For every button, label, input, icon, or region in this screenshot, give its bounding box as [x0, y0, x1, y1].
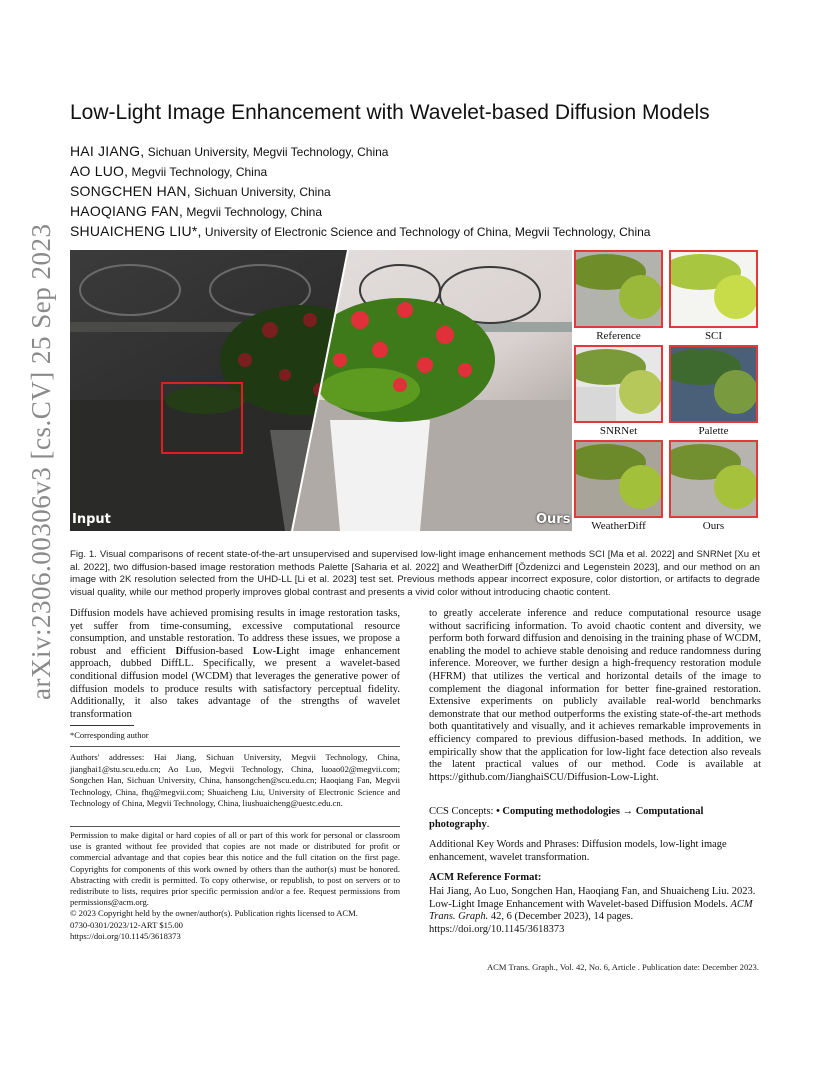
crop-image — [669, 440, 758, 518]
copyright-line: © 2023 Copyright held by the owner/author(s). Publication rights licensed to ACM. — [70, 908, 358, 919]
divider — [70, 826, 400, 827]
main-comparison-image — [70, 250, 572, 531]
reference-format-text: Hai Jiang, Ao Luo, Songchen Han, Haoqiang Fan, and Shuaicheng Liu. 2023. Low-Light Image Enhancement with Wavelet-based Diffusion Models. ACM Trans. Graph. 42, 6 (December 2023), 14 pages. https://doi.org/10.1145/3618373 — [429, 886, 756, 935]
author-name: SONGCHEN HAN, — [70, 183, 191, 199]
author-list — [70, 142, 770, 242]
input-label: Input — [72, 512, 111, 527]
author-affiliation: Megvii Technology, China — [128, 165, 268, 179]
author-name: HAOQIANG FAN, — [70, 203, 184, 219]
crop-caption: SCI — [704, 330, 723, 342]
abstract-right-column — [429, 608, 761, 784]
author-entry — [70, 202, 770, 222]
author-entry — [70, 222, 770, 242]
crop-palette — [669, 345, 758, 440]
ours-label: Ours — [536, 512, 571, 527]
reference-format-heading: ACM Reference Format: — [429, 872, 542, 883]
crop-reference — [574, 250, 663, 345]
abstract-left-column — [70, 608, 400, 721]
figure-caption: Fig. 1. Visual comparisons of recent state-of-the-art unsupervised and supervised low-light image enhancement methods SCI [Ma et al. 2022] and SNRNet [Xu et al. 2022], two diffusion-based image restoration methods Palette [Saharia et al. 2022] and WeatherDiff [Özdenizci and Legenstein 2023], and our method on an image with 2K resolution selected from the UHD-LL [Li et al. 2023] test set. Previous methods appear incorrect exposure, color distortion, or artifacts to degrade visual quality, while our method properly improves global contrast and presents a vivid color without introducing chaotic content. — [70, 549, 760, 598]
abstract-text: Diffusion models have achieved promising results in image restoration tasks, yet suffer from time-consuming, excessive computational resource consumption, and unstable restoration. To address these issues, we propose a robust and efficient Diffusion-based Low-Light image enhancement approach, dubbed DiffLL. Specifically, we present a wavelet-based conditional diffusion model (WCDM) that leverages the generative power of diffusion models to produce results with satisfactory perceptual fidelity. Additionally, it also takes advantage of the strengths of wavelet transformation — [70, 608, 400, 720]
author-entry — [70, 142, 770, 162]
permission-notice — [70, 830, 400, 942]
author-affiliation: Sichuan University, China — [190, 185, 331, 199]
crop-ours — [669, 440, 758, 535]
crop-comparison-grid — [574, 250, 760, 535]
ccs-concepts: CCS Concepts: • Computing methodologies → Computational photography. — [429, 806, 704, 830]
crop-image — [574, 440, 663, 518]
author-affiliation: Megvii Technology, China — [183, 205, 323, 219]
author-addresses: Authors' addresses: Hai Jiang, Sichuan University, Megvii Technology, China, jianghai1@stu.scu.edu.cn; Ao Luo, Megvii Technology, China, luoao02@megvii.com; Songchen Han, Sichuan University, China, hansongchen@scu.edu.cn; Haoqiang Fan, Megvii Technology, China, fhq@megvii.com; Shuaicheng Liu, University of Electronic Science and Technology of China, Megvii Technology, China, liushuaicheng@uestc.edu.cn. — [70, 752, 400, 809]
crop-sci — [669, 250, 758, 345]
author-entry — [70, 182, 770, 202]
footnote-rule — [70, 725, 134, 726]
crop-image — [669, 345, 758, 423]
crop-weatherdiff — [574, 440, 663, 535]
crop-image — [669, 250, 758, 328]
author-affiliation: Sichuan University, Megvii Technology, China — [144, 145, 389, 159]
teaser-figure — [70, 250, 760, 540]
issn-line: 0730-0301/2023/12-ART $15.00 — [70, 919, 183, 930]
arxiv-identifier: arXiv:2306.00306v3 [cs.CV] 25 Sep 2023 — [26, 223, 56, 700]
author-name: AO LUO, — [70, 163, 129, 179]
keywords: Additional Key Words and Phrases: Diffusion models, low-light image enhancement, wavelet transformation. — [429, 839, 727, 863]
permission-text: Permission to make digital or hard copies of all or part of this work for personal or classroom use is granted without fee provided that copies are not made or distributed for profit or commercial advantage and that copies bear this notice and the full citation on the first page. Copyrights for components of this work owned by others than the author(s) must be honored. Abstracting with credit is permitted. To copy otherwise, or republish, to post on servers or to redistribute to lists, requires prior specific permission and/or a fee. Request permissions from permissions@acm.org. — [70, 830, 400, 908]
crop-caption: Ours — [702, 520, 725, 532]
crop-snrnet — [574, 345, 663, 440]
crop-image — [574, 345, 663, 423]
author-name: SHUAICHENG LIU*, — [70, 223, 202, 239]
page-footer: ACM Trans. Graph., Vol. 42, No. 6, Article . Publication date: December 2023. — [486, 962, 759, 972]
author-affiliation: University of Electronic Science and Technology of China, Megvii Technology, China — [201, 225, 651, 239]
abstract-text-continued: to greatly accelerate inference and reduce computational resource usage without sacrificing information. To avoid chaotic content and diversity, we perform both forward diffusion and denoising in the training phase of WCDM, enabling the model to achieve stable denoising and reduce randomness during inference. Moreover, we further design a high-frequency restoration module (HFRM) that utilizes the vertical and horizontal details of the image to complement the diagonal information for better fine-grained restoration. Extensive experiments on publicly available real-world benchmarks demonstrate that our method outperforms the existing state-of-the-art methods both quantitatively and visually, and it achieves remarkable improvements in efficiency compared to previous diffusion-based methods. In addition, we empirically show that the application for low-light face detection also reveals the latent practical values of our method. Code is available at https://github.com/JianghaiSCU/Diffusion-Low-Light. — [429, 608, 761, 783]
crop-image — [574, 250, 663, 328]
doi-link[interactable]: https://doi.org/10.1145/3618373 — [70, 930, 181, 941]
paper-title: Low-Light Image Enhancement with Wavelet-based Diffusion Models — [70, 101, 710, 124]
author-name: HAI JIANG, — [70, 143, 145, 159]
crop-caption: Reference — [596, 330, 641, 342]
crop-caption: Palette — [698, 425, 729, 437]
divider — [70, 746, 400, 747]
crop-caption: WeatherDiff — [591, 520, 646, 532]
author-entry — [70, 162, 770, 182]
corresponding-author-note: *Corresponding author — [70, 730, 149, 740]
crop-caption: SNRNet — [599, 425, 638, 437]
